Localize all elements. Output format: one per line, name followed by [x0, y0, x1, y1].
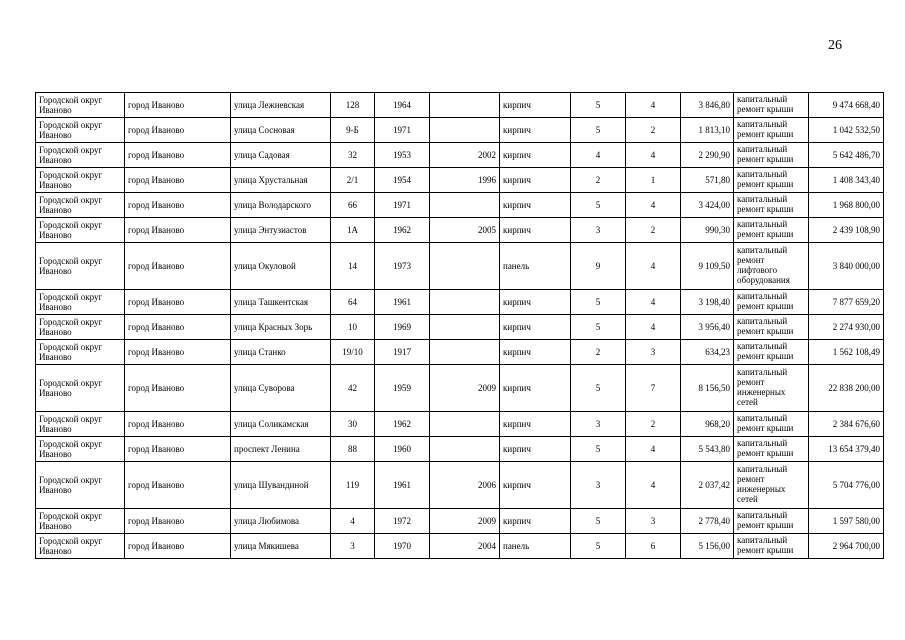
cell-year-renov: 2002 [430, 143, 500, 168]
cell-entrances: 2 [626, 218, 681, 243]
cell-street: улица Соликамская [231, 412, 331, 437]
cell-year-built: 1953 [375, 143, 430, 168]
cell-district: Городской округ Иваново [36, 315, 125, 340]
cell-cost: 1 597 580,00 [809, 509, 884, 534]
cell-material: кирпич [500, 218, 571, 243]
cell-year-renov [430, 93, 500, 118]
cell-work: капитальный ремонт крыши [734, 168, 809, 193]
cell-cost: 2 274 930,00 [809, 315, 884, 340]
cell-material: кирпич [500, 412, 571, 437]
cell-floors: 2 [571, 340, 626, 365]
cell-work: капитальный ремонт крыши [734, 193, 809, 218]
cell-year-built: 1954 [375, 168, 430, 193]
cell-city: город Иваново [125, 315, 231, 340]
cell-entrances: 4 [626, 462, 681, 509]
cell-street: улица Энтузиастов [231, 218, 331, 243]
cell-material: панель [500, 534, 571, 559]
cell-cost: 5 642 486,70 [809, 143, 884, 168]
cell-district: Городской округ Иваново [36, 534, 125, 559]
cell-street: улица Красных Зорь [231, 315, 331, 340]
cell-district: Городской округ Иваново [36, 290, 125, 315]
cell-street: улица Садовая [231, 143, 331, 168]
cell-year-built: 1970 [375, 534, 430, 559]
cell-city: город Иваново [125, 93, 231, 118]
cell-house: 119 [331, 462, 375, 509]
cell-work: капитальный ремонт крыши [734, 93, 809, 118]
cell-work: капитальный ремонт крыши [734, 143, 809, 168]
cell-cost: 2 384 676,60 [809, 412, 884, 437]
cell-material: кирпич [500, 93, 571, 118]
cell-area: 990,30 [681, 218, 734, 243]
table-row [36, 340, 884, 365]
cell-year-built: 1959 [375, 365, 430, 412]
cell-district: Городской округ Иваново [36, 193, 125, 218]
cell-area: 2 778,40 [681, 509, 734, 534]
cell-city: город Иваново [125, 437, 231, 462]
cell-entrances: 4 [626, 143, 681, 168]
cell-area: 968,20 [681, 412, 734, 437]
table-row [36, 412, 884, 437]
cell-entrances: 4 [626, 243, 681, 290]
cell-year-renov [430, 412, 500, 437]
cell-floors: 3 [571, 462, 626, 509]
cell-year-renov: 2009 [430, 365, 500, 412]
cell-floors: 5 [571, 534, 626, 559]
table-row [36, 365, 884, 412]
cell-city: город Иваново [125, 168, 231, 193]
cell-area: 2 290,90 [681, 143, 734, 168]
cell-district: Городской округ Иваново [36, 365, 125, 412]
cell-city: город Иваново [125, 118, 231, 143]
cell-street: улица Шувандиной [231, 462, 331, 509]
cell-floors: 2 [571, 168, 626, 193]
cell-year-renov [430, 437, 500, 462]
cell-city: город Иваново [125, 243, 231, 290]
cell-house: 10 [331, 315, 375, 340]
cell-year-renov: 2009 [430, 509, 500, 534]
cell-city: город Иваново [125, 290, 231, 315]
cell-house: 9-Б [331, 118, 375, 143]
cell-cost: 3 840 000,00 [809, 243, 884, 290]
cell-city: город Иваново [125, 462, 231, 509]
cell-area: 8 156,50 [681, 365, 734, 412]
cell-year-renov: 2006 [430, 462, 500, 509]
cell-house: 42 [331, 365, 375, 412]
table-row [36, 93, 884, 118]
table-row [36, 290, 884, 315]
cell-floors: 5 [571, 365, 626, 412]
cell-city: город Иваново [125, 340, 231, 365]
cell-area: 3 846,80 [681, 93, 734, 118]
cell-entrances: 4 [626, 437, 681, 462]
cell-work: капитальный ремонт крыши [734, 315, 809, 340]
cell-material: кирпич [500, 437, 571, 462]
cell-year-renov: 2004 [430, 534, 500, 559]
cell-city: город Иваново [125, 412, 231, 437]
cell-year-built: 1962 [375, 412, 430, 437]
cell-work: капитальный ремонт лифтового оборудования [734, 243, 809, 290]
cell-entrances: 7 [626, 365, 681, 412]
cell-house: 30 [331, 412, 375, 437]
cell-cost: 2 439 108,90 [809, 218, 884, 243]
cell-entrances: 3 [626, 340, 681, 365]
cell-city: город Иваново [125, 193, 231, 218]
table-row [36, 437, 884, 462]
cell-year-renov [430, 243, 500, 290]
cell-material: кирпич [500, 168, 571, 193]
cell-area: 2 037,42 [681, 462, 734, 509]
cell-floors: 9 [571, 243, 626, 290]
cell-material: панель [500, 243, 571, 290]
cell-cost: 1 408 343,40 [809, 168, 884, 193]
cell-district: Городской округ Иваново [36, 93, 125, 118]
cell-area: 3 198,40 [681, 290, 734, 315]
cell-material: кирпич [500, 509, 571, 534]
cell-year-built: 1973 [375, 243, 430, 290]
cell-cost: 1 562 108,49 [809, 340, 884, 365]
table-row [36, 168, 884, 193]
cell-street: улица Володарского [231, 193, 331, 218]
cell-district: Городской округ Иваново [36, 118, 125, 143]
cell-entrances: 4 [626, 290, 681, 315]
cell-entrances: 1 [626, 168, 681, 193]
cell-year-renov [430, 290, 500, 315]
cell-house: 32 [331, 143, 375, 168]
cell-work: капитальный ремонт крыши [734, 340, 809, 365]
table-row [36, 534, 884, 559]
cell-house: 66 [331, 193, 375, 218]
cell-work: капитальный ремонт инженерных сетей [734, 462, 809, 509]
cell-entrances: 3 [626, 509, 681, 534]
cell-floors: 3 [571, 218, 626, 243]
cell-house: 2/1 [331, 168, 375, 193]
cell-district: Городской округ Иваново [36, 462, 125, 509]
cell-area: 571,80 [681, 168, 734, 193]
cell-material: кирпич [500, 340, 571, 365]
cell-material: кирпич [500, 143, 571, 168]
cell-district: Городской округ Иваново [36, 509, 125, 534]
cell-year-renov [430, 340, 500, 365]
cell-entrances: 4 [626, 315, 681, 340]
cell-cost: 9 474 668,40 [809, 93, 884, 118]
cell-area: 5 543,80 [681, 437, 734, 462]
cell-house: 4 [331, 509, 375, 534]
table-body [36, 93, 884, 559]
cell-work: капитальный ремонт крыши [734, 437, 809, 462]
cell-floors: 5 [571, 118, 626, 143]
cell-work: капитальный ремонт крыши [734, 118, 809, 143]
cell-cost: 22 838 200,00 [809, 365, 884, 412]
cell-year-built: 1961 [375, 462, 430, 509]
cell-entrances: 4 [626, 193, 681, 218]
cell-floors: 5 [571, 193, 626, 218]
cell-house: 14 [331, 243, 375, 290]
cell-work: капитальный ремонт крыши [734, 218, 809, 243]
cell-district: Городской округ Иваново [36, 143, 125, 168]
table-row [36, 193, 884, 218]
table-row [36, 143, 884, 168]
cell-material: кирпич [500, 315, 571, 340]
cell-material: кирпич [500, 193, 571, 218]
cell-work: капитальный ремонт крыши [734, 290, 809, 315]
cell-city: город Иваново [125, 534, 231, 559]
cell-cost: 1 042 532,50 [809, 118, 884, 143]
cell-district: Городской округ Иваново [36, 218, 125, 243]
cell-city: город Иваново [125, 218, 231, 243]
cell-year-renov: 1996 [430, 168, 500, 193]
cell-house: 3 [331, 534, 375, 559]
cell-street: улица Станко [231, 340, 331, 365]
cell-cost: 5 704 776,00 [809, 462, 884, 509]
cell-floors: 5 [571, 315, 626, 340]
cell-street: улица Любимова [231, 509, 331, 534]
cell-street: улица Хрустальная [231, 168, 331, 193]
cell-street: проспект Ленина [231, 437, 331, 462]
cell-house: 1А [331, 218, 375, 243]
cell-house: 64 [331, 290, 375, 315]
cell-work: капитальный ремонт крыши [734, 509, 809, 534]
cell-year-renov: 2005 [430, 218, 500, 243]
table-row [36, 462, 884, 509]
cell-year-built: 1960 [375, 437, 430, 462]
cell-year-built: 1964 [375, 93, 430, 118]
cell-street: улица Мякишева [231, 534, 331, 559]
cell-material: кирпич [500, 462, 571, 509]
cell-floors: 5 [571, 437, 626, 462]
cell-material: кирпич [500, 290, 571, 315]
cell-work: капитальный ремонт крыши [734, 412, 809, 437]
cell-year-built: 1962 [375, 218, 430, 243]
cell-year-built: 1961 [375, 290, 430, 315]
cell-city: город Иваново [125, 143, 231, 168]
cell-area: 634,23 [681, 340, 734, 365]
cell-city: город Иваново [125, 509, 231, 534]
cell-floors: 5 [571, 509, 626, 534]
cell-district: Городской округ Иваново [36, 412, 125, 437]
cell-cost: 13 654 379,40 [809, 437, 884, 462]
cell-year-renov [430, 193, 500, 218]
table-row [36, 243, 884, 290]
cell-floors: 5 [571, 290, 626, 315]
cell-year-built: 1917 [375, 340, 430, 365]
cell-house: 19/10 [331, 340, 375, 365]
cell-entrances: 2 [626, 412, 681, 437]
cell-work: капитальный ремонт инженерных сетей [734, 365, 809, 412]
cell-street: улица Ташкентская [231, 290, 331, 315]
cell-area: 3 424,00 [681, 193, 734, 218]
cell-area: 1 813,10 [681, 118, 734, 143]
cell-house: 128 [331, 93, 375, 118]
cell-entrances: 4 [626, 93, 681, 118]
cell-year-renov [430, 315, 500, 340]
cell-district: Городской округ Иваново [36, 437, 125, 462]
cell-year-renov [430, 118, 500, 143]
cell-district: Городской округ Иваново [36, 340, 125, 365]
cell-cost: 1 968 800,00 [809, 193, 884, 218]
cell-year-built: 1972 [375, 509, 430, 534]
table-row [36, 218, 884, 243]
housing-repair-table [35, 92, 884, 559]
table-row [36, 509, 884, 534]
cell-area: 9 109,50 [681, 243, 734, 290]
cell-street: улица Окуловой [231, 243, 331, 290]
cell-floors: 3 [571, 412, 626, 437]
cell-material: кирпич [500, 118, 571, 143]
cell-house: 88 [331, 437, 375, 462]
cell-floors: 5 [571, 93, 626, 118]
cell-street: улица Лежневская [231, 93, 331, 118]
cell-year-built: 1971 [375, 193, 430, 218]
cell-district: Городской округ Иваново [36, 243, 125, 290]
cell-street: улица Сосновая [231, 118, 331, 143]
table-row [36, 118, 884, 143]
cell-entrances: 6 [626, 534, 681, 559]
cell-district: Городской округ Иваново [36, 168, 125, 193]
cell-year-built: 1969 [375, 315, 430, 340]
cell-work: капитальный ремонт крыши [734, 534, 809, 559]
cell-floors: 4 [571, 143, 626, 168]
cell-entrances: 2 [626, 118, 681, 143]
cell-area: 5 156,00 [681, 534, 734, 559]
cell-cost: 2 964 700,00 [809, 534, 884, 559]
cell-year-built: 1971 [375, 118, 430, 143]
cell-cost: 7 877 659,20 [809, 290, 884, 315]
cell-street: улица Суворова [231, 365, 331, 412]
page-number: 26 [828, 38, 842, 53]
cell-material: кирпич [500, 365, 571, 412]
table-row [36, 315, 884, 340]
cell-city: город Иваново [125, 365, 231, 412]
cell-area: 3 956,40 [681, 315, 734, 340]
